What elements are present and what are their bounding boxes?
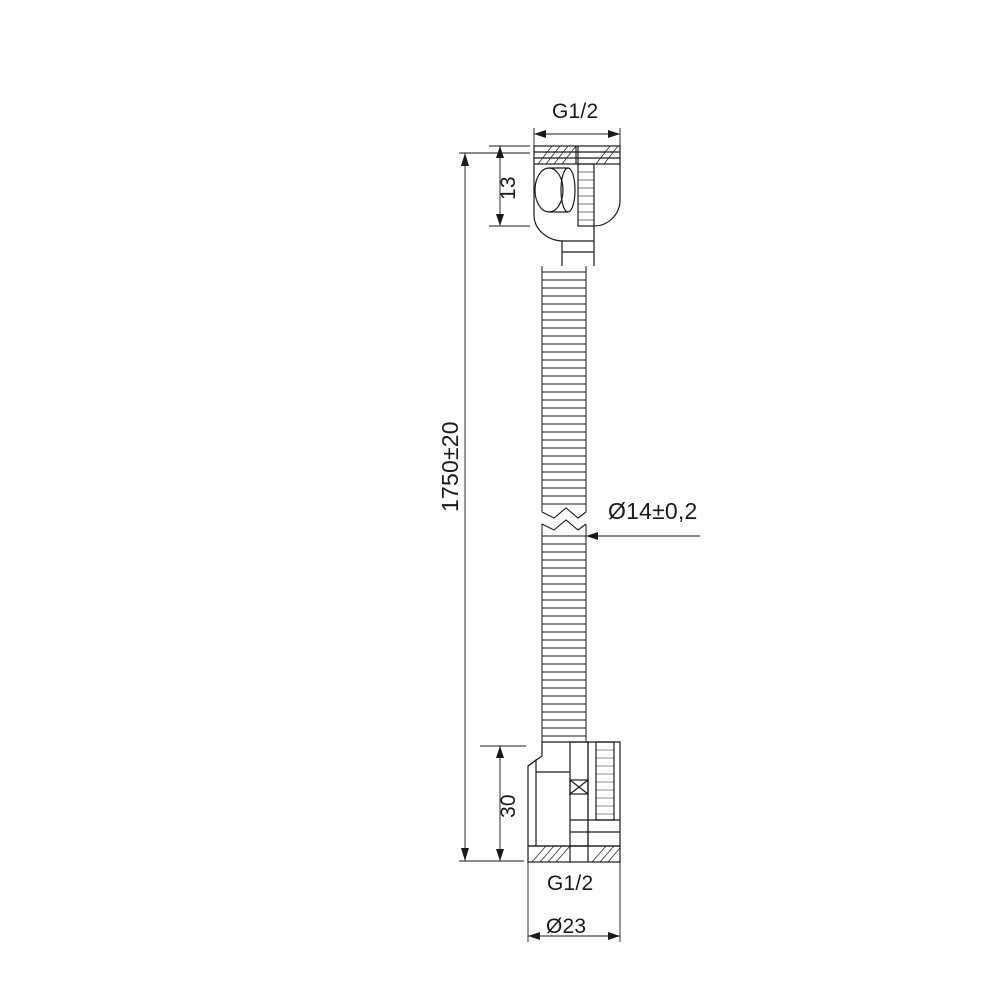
top-fitting xyxy=(534,146,620,266)
label-hose-diameter: Ø14±0,2 xyxy=(608,498,698,524)
label-top-thread: G1/2 xyxy=(552,100,599,123)
hose-upper-section xyxy=(542,266,586,518)
label-bottom-outer-diameter: Ø23 xyxy=(546,915,587,938)
label-top-fitting-length: 13 xyxy=(497,176,520,200)
label-bottom-thread: G1/2 xyxy=(547,872,594,895)
label-bottom-fitting-length: 30 xyxy=(497,794,520,818)
dimension-top-thread xyxy=(534,128,620,146)
hose-lower-section xyxy=(542,520,586,742)
dimension-overall-length xyxy=(459,153,530,861)
label-overall-length: 1750±20 xyxy=(437,421,463,512)
bottom-fitting xyxy=(528,742,620,862)
dimension-hose-diameter xyxy=(586,532,700,540)
